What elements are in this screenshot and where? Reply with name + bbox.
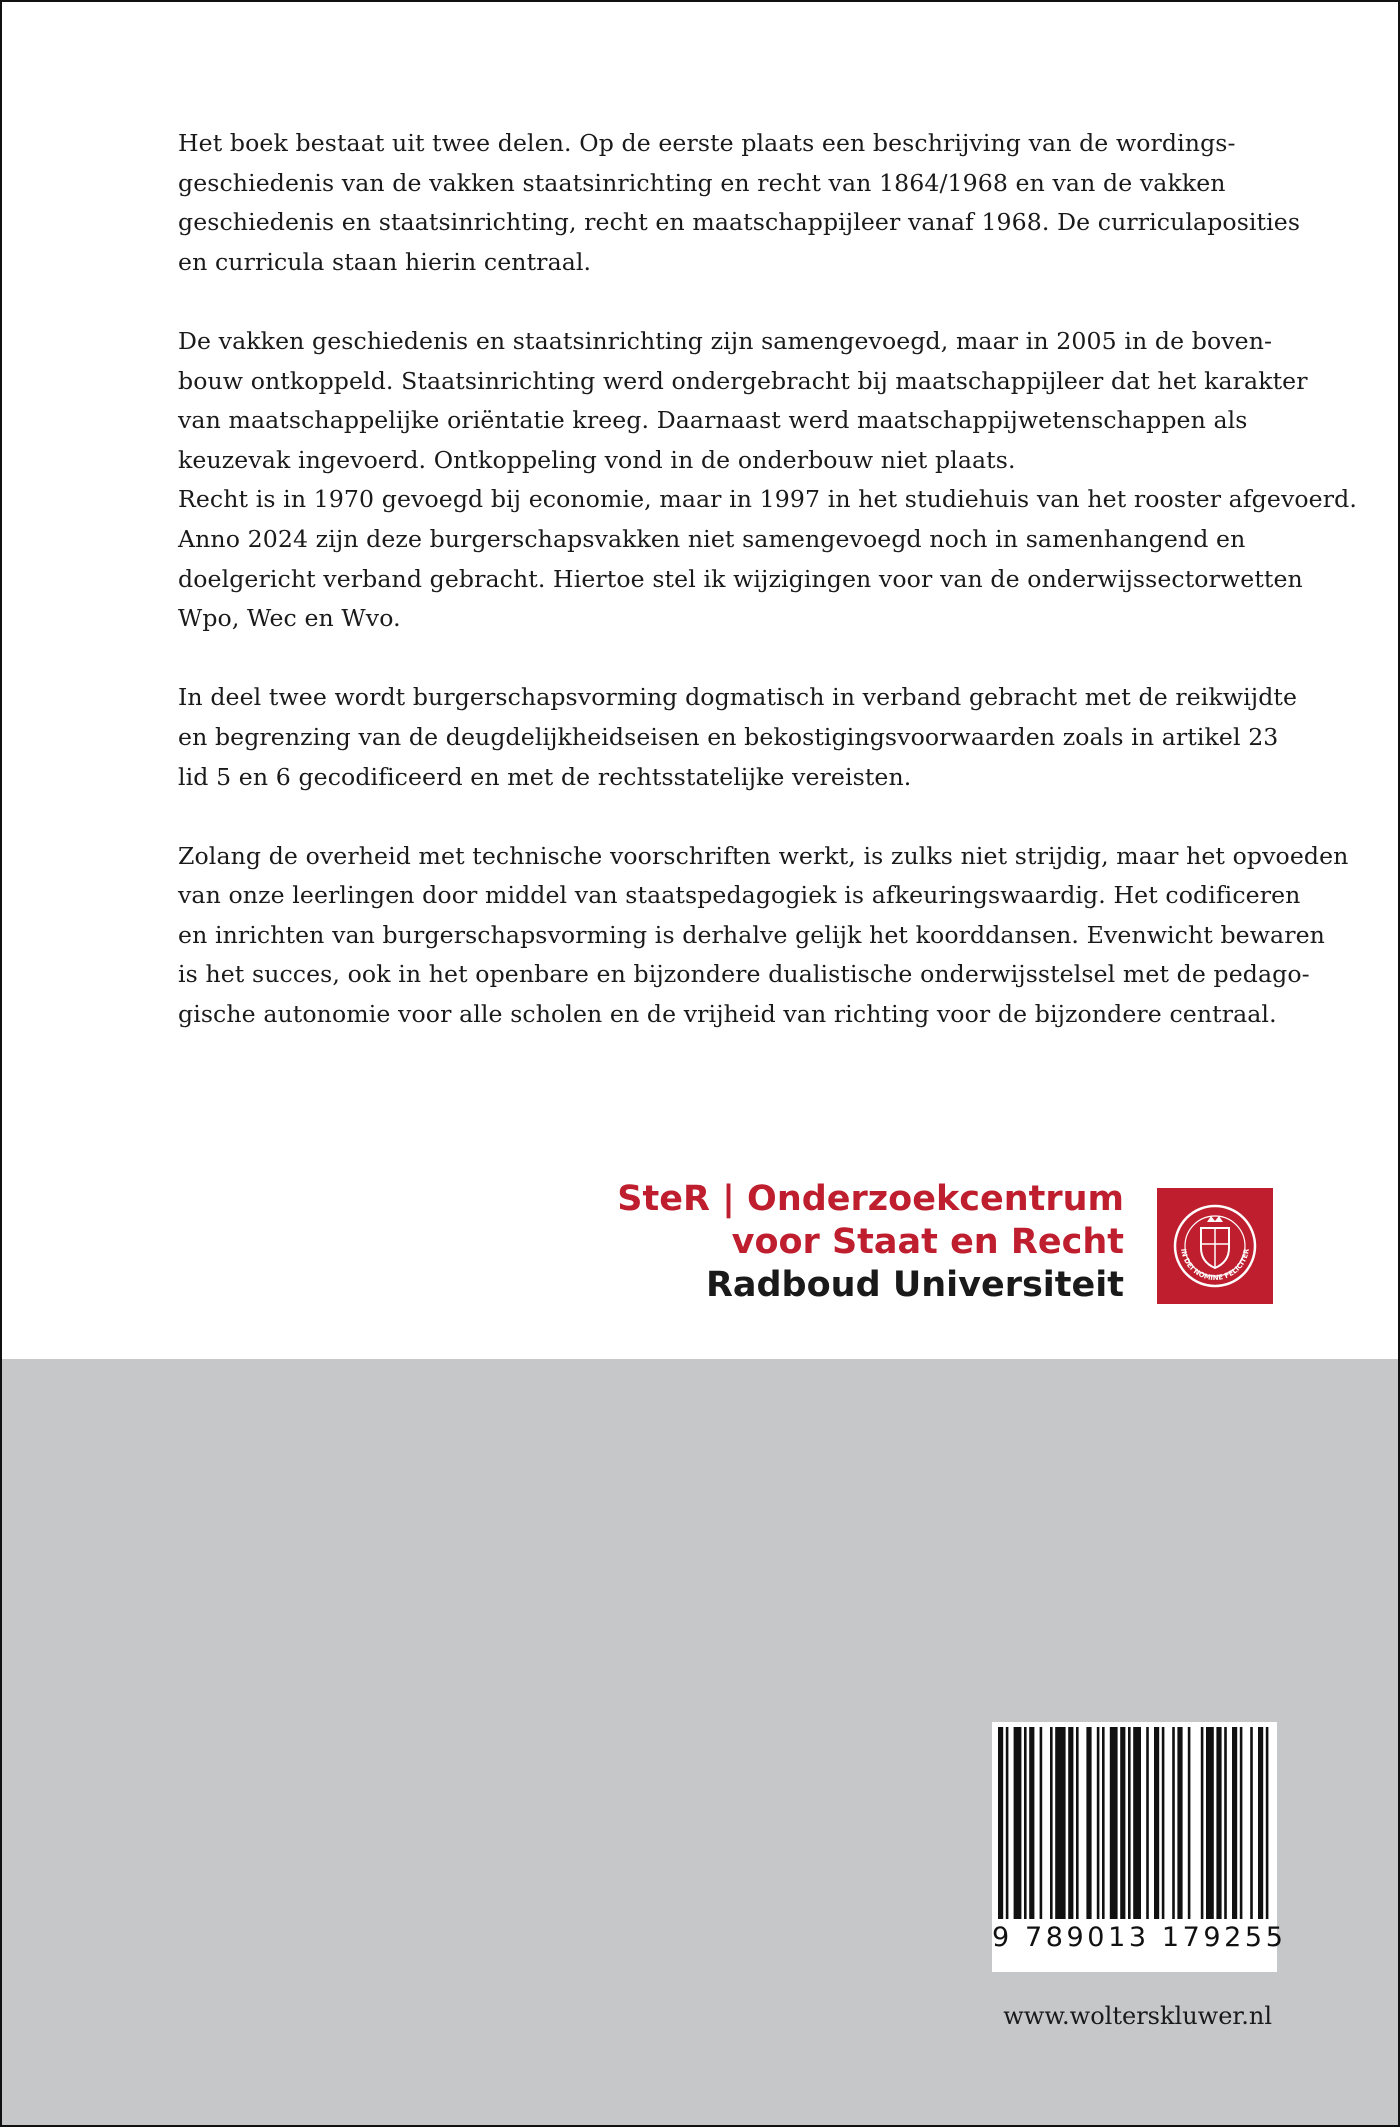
paragraph-line: De vakken geschiedenis en staatsinrichting zijn samengevoegd, maar in 2005 in de boven- [178, 326, 1273, 355]
paragraph-line: Wpo, Wec en Wvo. [178, 604, 401, 633]
paragraph-line: geschiedenis van de vakken staatsinrichting en recht van 1864/1968 en van de vakken [178, 168, 1226, 197]
barcode-bar [998, 1727, 1003, 1919]
barcode-bar [1232, 1727, 1237, 1919]
barcode-bar [1224, 1727, 1227, 1919]
paragraph-line: lid 5 en 6 gecodificeerd en met de rechtsstatelijke vereisten. [178, 762, 912, 791]
publisher-website: www.wolterskluwer.nl [1003, 2002, 1272, 2030]
barcode-bar [1206, 1727, 1214, 1919]
barcode-bar [1133, 1727, 1141, 1919]
isbn-number: 9 789013 179255 [992, 1922, 1287, 1953]
barcode-bar [1188, 1727, 1191, 1919]
paragraph-line: doelgericht verband gebracht. Hiertoe stel ik wijzigingen voor van de onderwijssectorwetten [178, 564, 1303, 593]
isbn-barcode [992, 1722, 1287, 1972]
barcode-bar [1050, 1727, 1053, 1919]
paragraph-line: geschiedenis en staatsinrichting, recht en maatschappijleer vanaf 1968. De curriculaposities [178, 208, 1301, 237]
paragraph-line: In deel twee wordt burgerschapsvorming dogmatisch in verband gebracht met de reikwijdte [178, 683, 1298, 712]
paragraph-line: gische autonomie voor alle scholen en de vrijheid van richting voor de bijzondere centraal. [178, 1000, 1277, 1029]
barcode-bar [1102, 1727, 1105, 1919]
barcode-bar [1266, 1727, 1269, 1919]
publisher-block [617, 1178, 1124, 1307]
barcode-bar [1128, 1727, 1131, 1919]
barcode-bar [1177, 1727, 1182, 1919]
barcode-bar [1029, 1727, 1034, 1919]
barcode-bar [1250, 1727, 1253, 1919]
barcode-bar [1201, 1727, 1204, 1919]
paragraph-line: Zolang de overheid met technische voorschriften werkt, is zulks niet strijdig, maar het opvoeden [178, 841, 1349, 870]
barcode-bar [1055, 1727, 1065, 1919]
barcode-bar [1006, 1727, 1009, 1919]
radboud-seal-icon [1157, 1188, 1273, 1304]
barcode-bar [1172, 1727, 1175, 1919]
paragraph-line: en curricula staan hierin centraal. [178, 247, 592, 276]
paragraph-line: Het boek bestaat uit twee delen. Op de eerste plaats een beschrijving van de wordings- [178, 129, 1236, 157]
paragraph-line: en begrenzing van de deugdelijkheidseisen en bekostigingsvoorwaarden zoals in artikel 23 [178, 722, 1279, 751]
barcode-bar [1076, 1727, 1079, 1919]
barcode-bar [1110, 1727, 1118, 1919]
paragraph-line: van onze leerlingen door middel van staatspedagogiek is afkeuringswaardig. Het codificeren [178, 881, 1301, 910]
barcode-bar [1014, 1727, 1022, 1919]
barcode-bar [1162, 1727, 1165, 1919]
paragraph-line: keuzevak ingevoerd. Ontkoppeling vond in de onderbouw niet plaats. [178, 445, 1016, 474]
publisher-name-line-1: SteR | Onderzoekcentrum [617, 1179, 1124, 1219]
paragraph-line: en inrichten van burgerschapsvorming is derhalve gelijk het koorddansen. Evenwicht bewaren [178, 920, 1325, 949]
barcode-bar [1146, 1727, 1149, 1919]
barcode-bar [1097, 1727, 1100, 1919]
paragraph-line: van maatschappelijke oriëntatie kreeg. Daarnaast werd maatschappijwetenschappen als [178, 406, 1248, 435]
barcode-bar [1240, 1727, 1243, 1919]
barcode-bar [1258, 1727, 1263, 1919]
publisher-name-line-2: voor Staat en Recht [731, 1222, 1124, 1262]
blurb-text [178, 124, 1357, 1074]
paragraph-line: Recht is in 1970 gevoegd bij economie, maar in 1997 in het studiehuis van het rooster afgevoerd. [178, 485, 1357, 514]
text-panel [2, 2, 1398, 1359]
barcode-bar [1216, 1727, 1221, 1919]
barcode-bar [1068, 1727, 1073, 1919]
seal-motto: IN DEI NOMINE FELICITER [1179, 1248, 1251, 1283]
barcode-bar [1120, 1727, 1125, 1919]
paragraph-2 [178, 322, 1357, 639]
paragraph-3 [178, 678, 1298, 797]
barcode-bar [1086, 1727, 1091, 1919]
barcode-bars [994, 1727, 1274, 1919]
paragraph-1 [178, 124, 1301, 282]
paragraph-line: is het succes, ook in het openbare en bijzondere dualistische onderwijsstelsel met de pedago- [178, 960, 1310, 989]
barcode-bar [1040, 1727, 1043, 1919]
university-name: Radboud Universiteit [705, 1265, 1124, 1305]
barcode-bar [1024, 1727, 1027, 1919]
paragraph-4 [178, 837, 1349, 1035]
paragraph-line: Anno 2024 zijn deze burgerschapsvakken niet samengevoegd noch in samenhangend en [178, 524, 1246, 553]
paragraph-line: bouw ontkoppeld. Staatsinrichting werd ondergebracht bij maatschappijleer dat het karakter [178, 366, 1308, 395]
barcode-bar [1154, 1727, 1159, 1919]
